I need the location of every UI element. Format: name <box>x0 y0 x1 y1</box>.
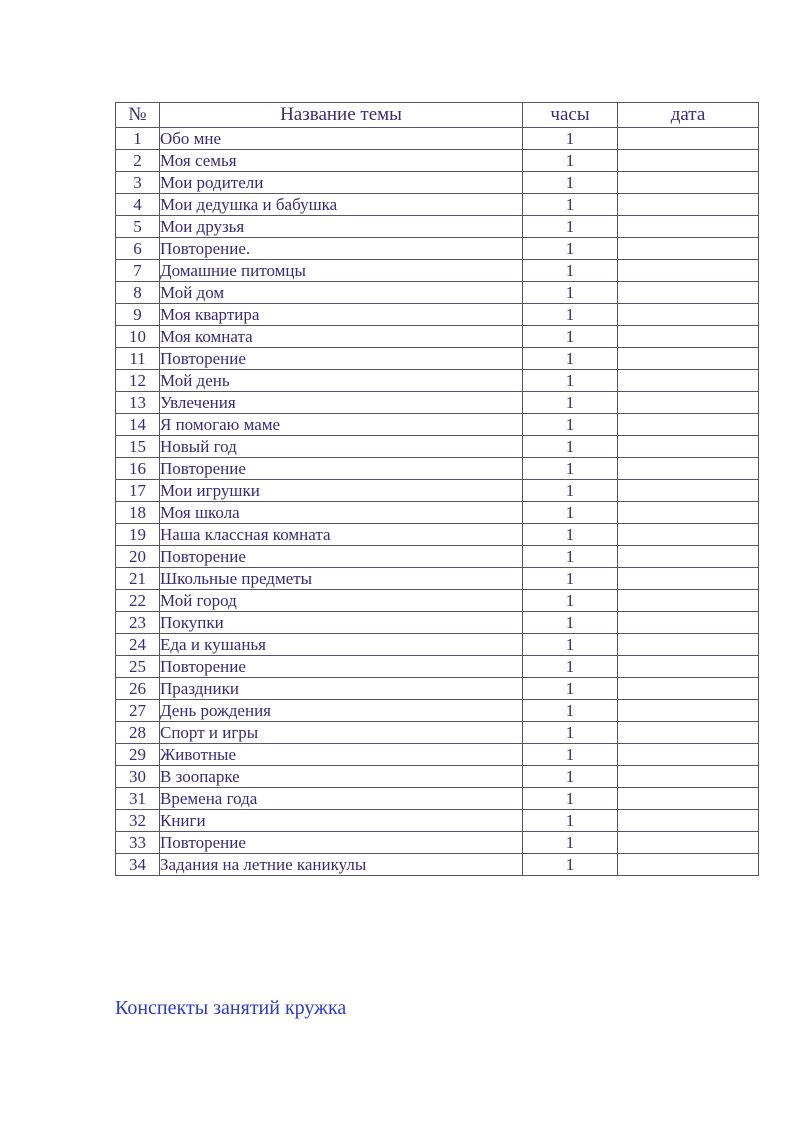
row-topic: Школьные предметы <box>160 568 523 590</box>
row-date <box>618 480 759 502</box>
row-date <box>618 612 759 634</box>
row-topic: Мой дом <box>160 282 523 304</box>
row-number: 5 <box>116 216 160 238</box>
row-date <box>618 436 759 458</box>
row-number: 12 <box>116 370 160 392</box>
row-date <box>618 172 759 194</box>
row-number: 30 <box>116 766 160 788</box>
row-topic: Мои друзья <box>160 216 523 238</box>
row-date <box>618 194 759 216</box>
row-topic: Мой день <box>160 370 523 392</box>
row-hours: 1 <box>523 634 618 656</box>
row-number: 14 <box>116 414 160 436</box>
table-row <box>116 744 759 766</box>
table-row <box>116 370 759 392</box>
table-row <box>116 656 759 678</box>
table-row <box>116 414 759 436</box>
table-row <box>116 392 759 414</box>
table-row <box>116 194 759 216</box>
row-topic: Животные <box>160 744 523 766</box>
row-number: 26 <box>116 678 160 700</box>
row-topic: Увлечения <box>160 392 523 414</box>
row-date <box>618 282 759 304</box>
row-date <box>618 832 759 854</box>
row-hours: 1 <box>523 326 618 348</box>
table-row <box>116 832 759 854</box>
row-topic: Задания на летние каникулы <box>160 854 523 876</box>
row-hours: 1 <box>523 612 618 634</box>
row-topic: Новый год <box>160 436 523 458</box>
row-topic: День рождения <box>160 700 523 722</box>
row-topic: Моя комната <box>160 326 523 348</box>
row-date <box>618 788 759 810</box>
row-number: 4 <box>116 194 160 216</box>
row-date <box>618 326 759 348</box>
row-hours: 1 <box>523 656 618 678</box>
row-topic: Повторение. <box>160 238 523 260</box>
table-row <box>116 128 759 150</box>
table-row <box>116 458 759 480</box>
row-hours: 1 <box>523 766 618 788</box>
table-body <box>116 128 759 876</box>
header-hours: часы <box>523 103 618 128</box>
table-row <box>116 634 759 656</box>
header-topic: Название темы <box>160 103 523 128</box>
row-number: 16 <box>116 458 160 480</box>
row-number: 18 <box>116 502 160 524</box>
row-hours: 1 <box>523 568 618 590</box>
row-number: 17 <box>116 480 160 502</box>
row-topic: Повторение <box>160 458 523 480</box>
row-number: 22 <box>116 590 160 612</box>
row-number: 32 <box>116 810 160 832</box>
table-row <box>116 546 759 568</box>
table-row <box>116 348 759 370</box>
row-topic: Мой город <box>160 590 523 612</box>
table-row <box>116 150 759 172</box>
row-date <box>618 260 759 282</box>
row-hours: 1 <box>523 678 618 700</box>
row-hours: 1 <box>523 370 618 392</box>
row-topic: Мои игрушки <box>160 480 523 502</box>
row-number: 21 <box>116 568 160 590</box>
row-number: 1 <box>116 128 160 150</box>
header-number: № <box>116 103 160 128</box>
row-number: 23 <box>116 612 160 634</box>
row-number: 27 <box>116 700 160 722</box>
row-number: 15 <box>116 436 160 458</box>
table-row <box>116 238 759 260</box>
row-topic: В зоопарке <box>160 766 523 788</box>
row-topic: Мои родители <box>160 172 523 194</box>
table-row <box>116 282 759 304</box>
table-row <box>116 722 759 744</box>
table-row <box>116 524 759 546</box>
row-date <box>618 568 759 590</box>
row-number: 24 <box>116 634 160 656</box>
row-hours: 1 <box>523 436 618 458</box>
row-hours: 1 <box>523 260 618 282</box>
row-topic: Спорт и игры <box>160 722 523 744</box>
row-topic: Покупки <box>160 612 523 634</box>
table-row <box>116 502 759 524</box>
section-title: Конспекты занятий кружка <box>115 997 347 1019</box>
row-date <box>618 678 759 700</box>
row-hours: 1 <box>523 392 618 414</box>
row-date <box>618 458 759 480</box>
row-number: 13 <box>116 392 160 414</box>
row-hours: 1 <box>523 128 618 150</box>
row-hours: 1 <box>523 194 618 216</box>
table-row <box>116 810 759 832</box>
table-row <box>116 568 759 590</box>
table-row <box>116 216 759 238</box>
row-number: 29 <box>116 744 160 766</box>
row-hours: 1 <box>523 172 618 194</box>
row-number: 7 <box>116 260 160 282</box>
row-number: 34 <box>116 854 160 876</box>
row-hours: 1 <box>523 414 618 436</box>
table-row <box>116 766 759 788</box>
row-hours: 1 <box>523 238 618 260</box>
row-topic: Повторение <box>160 656 523 678</box>
row-topic: Книги <box>160 810 523 832</box>
table-row <box>116 260 759 282</box>
table-row <box>116 590 759 612</box>
row-number: 9 <box>116 304 160 326</box>
row-topic: Праздники <box>160 678 523 700</box>
row-date <box>618 502 759 524</box>
row-topic: Обо мне <box>160 128 523 150</box>
row-date <box>618 370 759 392</box>
table-row <box>116 788 759 810</box>
row-hours: 1 <box>523 744 618 766</box>
row-date <box>618 700 759 722</box>
row-hours: 1 <box>523 282 618 304</box>
row-number: 28 <box>116 722 160 744</box>
row-topic: Повторение <box>160 546 523 568</box>
row-date <box>618 150 759 172</box>
row-number: 20 <box>116 546 160 568</box>
row-topic: Я помогаю маме <box>160 414 523 436</box>
row-number: 25 <box>116 656 160 678</box>
lesson-plan-table <box>115 102 759 876</box>
row-date <box>618 810 759 832</box>
row-topic: Домашние питомцы <box>160 260 523 282</box>
row-date <box>618 854 759 876</box>
row-hours: 1 <box>523 788 618 810</box>
row-date <box>618 722 759 744</box>
row-topic: Наша классная комната <box>160 524 523 546</box>
row-number: 31 <box>116 788 160 810</box>
row-date <box>618 656 759 678</box>
row-topic: Повторение <box>160 832 523 854</box>
table-header-row <box>116 103 759 128</box>
row-number: 8 <box>116 282 160 304</box>
row-date <box>618 348 759 370</box>
table-row <box>116 172 759 194</box>
row-hours: 1 <box>523 810 618 832</box>
row-hours: 1 <box>523 348 618 370</box>
row-topic: Моя школа <box>160 502 523 524</box>
row-topic: Повторение <box>160 348 523 370</box>
row-number: 19 <box>116 524 160 546</box>
row-date <box>618 216 759 238</box>
row-date <box>618 546 759 568</box>
row-topic: Моя квартира <box>160 304 523 326</box>
table-row <box>116 678 759 700</box>
row-hours: 1 <box>523 546 618 568</box>
table-row <box>116 436 759 458</box>
row-topic: Мои дедушка и бабушка <box>160 194 523 216</box>
row-number: 6 <box>116 238 160 260</box>
row-hours: 1 <box>523 150 618 172</box>
row-hours: 1 <box>523 480 618 502</box>
row-number: 33 <box>116 832 160 854</box>
row-date <box>618 392 759 414</box>
row-date <box>618 766 759 788</box>
row-number: 2 <box>116 150 160 172</box>
table-row <box>116 304 759 326</box>
table-row <box>116 480 759 502</box>
row-hours: 1 <box>523 502 618 524</box>
row-number: 10 <box>116 326 160 348</box>
row-hours: 1 <box>523 700 618 722</box>
table-row <box>116 700 759 722</box>
header-date: дата <box>618 103 759 128</box>
row-hours: 1 <box>523 304 618 326</box>
row-hours: 1 <box>523 854 618 876</box>
table-row <box>116 612 759 634</box>
table-row <box>116 854 759 876</box>
table-row <box>116 326 759 348</box>
row-date <box>618 304 759 326</box>
row-hours: 1 <box>523 722 618 744</box>
row-hours: 1 <box>523 832 618 854</box>
row-number: 11 <box>116 348 160 370</box>
row-date <box>618 128 759 150</box>
row-date <box>618 634 759 656</box>
row-topic: Еда и кушанья <box>160 634 523 656</box>
row-hours: 1 <box>523 216 618 238</box>
row-date <box>618 744 759 766</box>
row-date <box>618 524 759 546</box>
row-date <box>618 238 759 260</box>
row-hours: 1 <box>523 590 618 612</box>
row-topic: Моя семья <box>160 150 523 172</box>
row-hours: 1 <box>523 458 618 480</box>
row-date <box>618 590 759 612</box>
row-hours: 1 <box>523 524 618 546</box>
row-topic: Времена года <box>160 788 523 810</box>
row-number: 3 <box>116 172 160 194</box>
row-date <box>618 414 759 436</box>
